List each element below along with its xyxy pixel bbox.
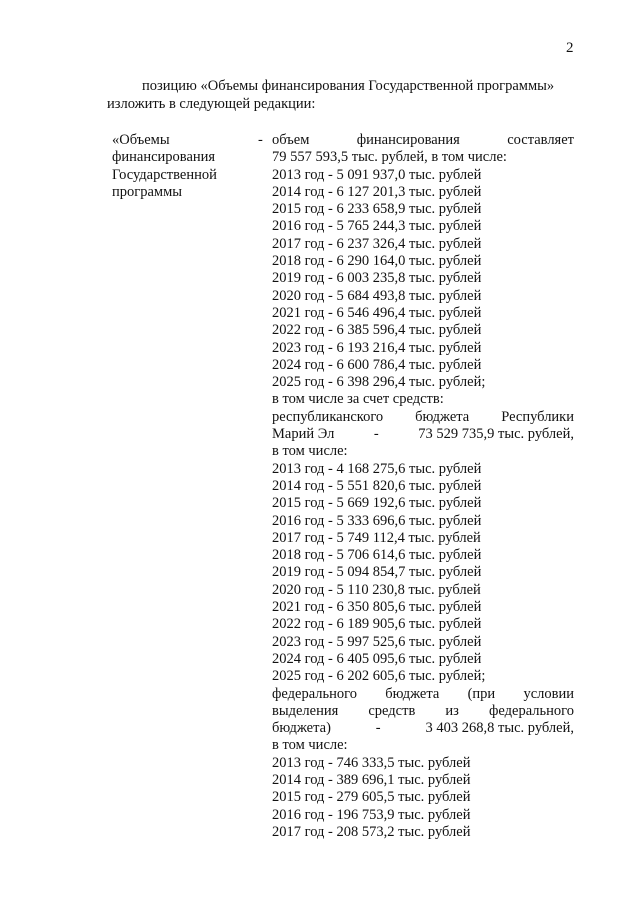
word: 3 403 268,8 тыс. рублей, xyxy=(425,720,574,737)
word: выделения xyxy=(272,702,339,719)
republic-by-year-list xyxy=(272,461,574,686)
republic-line-1 xyxy=(272,409,574,426)
year-amount-line: 2016 год - 5 333 696,6 тыс. рублей xyxy=(272,512,482,529)
page-number: 2 xyxy=(566,40,574,56)
year-amount-line: 2025 год - 6 202 605,6 тыс. рублей; xyxy=(272,668,486,685)
year-amount-line: 2023 год - 5 997 525,6 тыс. рублей xyxy=(272,633,482,650)
year-amount-line: 2019 год - 6 003 235,8 тыс. рублей xyxy=(272,270,482,287)
year-amount-line: 2013 год - 4 168 275,6 тыс. рублей xyxy=(272,460,482,477)
section-label-line: «Объемы xyxy=(112,132,170,148)
sources-intro: в том числе за счет средств: xyxy=(272,391,444,408)
federal-including: в том числе: xyxy=(272,737,348,754)
word: республиканского xyxy=(272,408,384,425)
year-amount-line: 2020 год - 5 684 493,8 тыс. рублей xyxy=(272,287,482,304)
word: (при xyxy=(467,685,496,702)
section-label-line: Государственной xyxy=(112,166,217,183)
year-amount-line: 2020 год - 5 110 230,8 тыс. рублей xyxy=(272,581,481,598)
financing-content xyxy=(272,132,574,841)
republic-line-2 xyxy=(272,426,574,443)
word: условии xyxy=(523,685,574,702)
word: составляет xyxy=(507,132,574,148)
year-amount-line: 2021 год - 6 546 496,4 тыс. рублей xyxy=(272,304,482,321)
year-amount-line: 2013 год - 5 091 937,0 тыс. рублей xyxy=(272,166,482,183)
section-label-line: программы xyxy=(112,183,182,200)
republic-including: в том числе: xyxy=(272,443,348,460)
year-amount-line: 2022 год - 6 189 905,6 тыс. рублей xyxy=(272,616,482,633)
federal-line-3 xyxy=(272,720,574,737)
year-amount-line: 2013 год - 746 333,5 тыс. рублей xyxy=(272,754,471,771)
year-amount-line: 2017 год - 208 573,2 тыс. рублей xyxy=(272,823,471,840)
word: Республики xyxy=(501,408,574,425)
word: Марий Эл xyxy=(272,426,335,443)
year-amount-line: 2014 год - 5 551 820,6 тыс. рублей xyxy=(272,477,482,494)
word: - xyxy=(375,720,381,737)
word: бюджета) xyxy=(272,720,331,737)
word: из xyxy=(445,702,459,719)
word: средств xyxy=(368,702,416,719)
year-amount-line: 2016 год - 5 765 244,3 тыс. рублей xyxy=(272,218,482,235)
year-amount-line: 2018 год - 5 706 614,6 тыс. рублей xyxy=(272,547,482,564)
year-amount-line: 2019 год - 5 094 854,7 тыс. рублей xyxy=(272,564,482,581)
year-amount-line: 2017 год - 5 749 112,4 тыс. рублей xyxy=(272,529,481,546)
year-amount-line: 2023 год - 6 193 216,4 тыс. рублей xyxy=(272,339,482,356)
word: 73 529 735,9 тыс. рублей, xyxy=(418,426,574,443)
word: бюджета xyxy=(385,685,440,702)
separator-dash: - xyxy=(258,132,263,148)
section-label-line: финансирования xyxy=(112,149,216,166)
word: объем xyxy=(272,132,310,148)
year-amount-line: 2021 год - 6 350 805,6 тыс. рублей xyxy=(272,599,482,616)
year-amount-line: 2016 год - 196 753,9 тыс. рублей xyxy=(272,806,471,823)
opening-line xyxy=(272,132,574,149)
year-amount-line: 2018 год - 6 290 164,0 тыс. рублей xyxy=(272,253,482,270)
intro-line-1: позицию «Объемы финансирования Государственной программы» xyxy=(142,78,555,94)
total-line: 79 557 593,5 тыс. рублей, в том числе: xyxy=(272,149,507,166)
word: федерального xyxy=(272,685,357,702)
word: - xyxy=(373,426,379,443)
year-amount-line: 2014 год - 6 127 201,3 тыс. рублей xyxy=(272,183,482,200)
total-by-year-list xyxy=(272,167,574,392)
year-amount-line: 2017 год - 6 237 326,4 тыс. рублей xyxy=(272,235,482,252)
year-amount-line: 2024 год - 6 405 095,6 тыс. рублей xyxy=(272,650,482,667)
federal-line-2 xyxy=(272,703,574,720)
section-label xyxy=(112,132,262,201)
intro-line-2: изложить в следующей редакции: xyxy=(107,96,316,112)
word: бюджета xyxy=(415,408,470,425)
federal-line-1 xyxy=(272,686,574,703)
year-amount-line: 2015 год - 5 669 192,6 тыс. рублей xyxy=(272,495,482,512)
year-amount-line: 2024 год - 6 600 786,4 тыс. рублей xyxy=(272,356,482,373)
word: финансирования xyxy=(356,132,460,148)
year-amount-line: 2025 год - 6 398 296,4 тыс. рублей; xyxy=(272,374,486,391)
year-amount-line: 2022 год - 6 385 596,4 тыс. рублей xyxy=(272,322,482,339)
federal-by-year-list xyxy=(272,755,574,841)
year-amount-line: 2014 год - 389 696,1 тыс. рублей xyxy=(272,771,471,788)
year-amount-line: 2015 год - 279 605,5 тыс. рублей xyxy=(272,789,471,806)
word: федерального xyxy=(489,702,574,719)
year-amount-line: 2015 год - 6 233 658,9 тыс. рублей xyxy=(272,201,482,218)
